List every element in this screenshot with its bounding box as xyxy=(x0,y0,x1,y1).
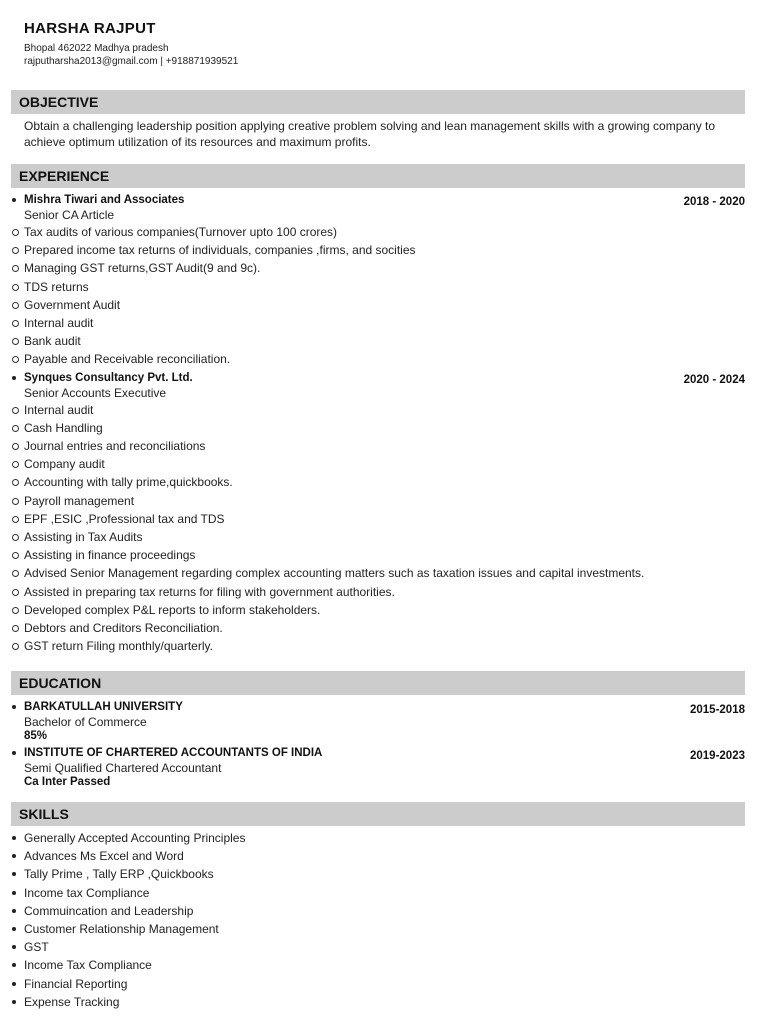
list-item: Bank audit xyxy=(24,332,745,350)
job-entry xyxy=(24,192,745,369)
list-item: Income Tax Compliance xyxy=(24,956,745,974)
education-institution: INSTITUTE OF CHARTERED ACCOUNTANTS OF INDIA xyxy=(24,745,745,761)
list-item: Financial Reporting xyxy=(24,975,745,993)
list-item: Expense Tracking xyxy=(24,993,745,1011)
skills-section xyxy=(24,829,745,1011)
list-item: Internal audit xyxy=(24,401,745,419)
list-item: EPF ,ESIC ,Professional tax and TDS xyxy=(24,510,745,528)
list-item: Advances Ms Excel and Word xyxy=(24,847,745,865)
list-item: TDS returns xyxy=(24,278,745,296)
list-item: Assisting in finance proceedings xyxy=(24,546,745,564)
list-item: Tax audits of various companies(Turnover upto 100 crores) xyxy=(24,223,745,241)
education-dates: 2019-2023 xyxy=(690,750,745,762)
address: Bhopal 462022 Madhya pradesh xyxy=(24,43,169,54)
job-company: Synques Consultancy Pvt. Ltd. xyxy=(24,370,745,386)
list-item: Cash Handling xyxy=(24,419,745,437)
job-dates: 2020 - 2024 xyxy=(683,373,745,386)
job-entry xyxy=(24,370,745,656)
list-item: Payroll management xyxy=(24,492,745,510)
list-item: Income tax Compliance xyxy=(24,884,745,902)
list-item: Assisting in Tax Audits xyxy=(24,528,745,546)
list-item: Payable and Receivable reconciliation. xyxy=(24,350,745,368)
list-item: Company audit xyxy=(24,455,745,473)
skills-list xyxy=(24,829,745,1011)
list-item: Internal audit xyxy=(24,314,745,332)
contact-info: rajputharsha2013@gmail.com | +918871939521 xyxy=(24,56,239,67)
job-company: Mishra Tiwari and Associates xyxy=(24,192,745,208)
education-dates: 2015-2018 xyxy=(690,704,745,716)
objective-heading: OBJECTIVE xyxy=(11,90,745,114)
list-item: Developed complex P&L reports to inform stakeholders. xyxy=(24,601,745,619)
education-entry xyxy=(24,699,745,743)
list-item: GST return Filing monthly/quarterly. xyxy=(24,637,745,655)
education-institution: BARKATULLAH UNIVERSITY xyxy=(24,699,745,715)
job-role: Senior CA Article xyxy=(24,208,115,222)
job-role: Senior Accounts Executive xyxy=(24,385,167,400)
education-section xyxy=(24,699,745,789)
list-item: Tally Prime , Tally ERP ,Quickbooks xyxy=(24,865,745,883)
list-item: Accounting with tally prime,quickbooks. xyxy=(24,473,745,491)
skills-heading: SKILLS xyxy=(11,802,745,826)
list-item: Government Audit xyxy=(24,296,745,314)
experience-section xyxy=(24,192,745,655)
education-entry xyxy=(24,745,745,789)
job-dates: 2018 - 2020 xyxy=(683,196,745,208)
list-item: GST xyxy=(24,938,745,956)
education-grade: 85% xyxy=(24,730,48,742)
candidate-name: HARSHA RAJPUT xyxy=(24,20,156,37)
list-item: Debtors and Creditors Reconciliation. xyxy=(24,619,745,637)
education-degree: Semi Qualified Chartered Accountant xyxy=(24,761,222,775)
education-degree: Bachelor of Commerce xyxy=(24,715,147,729)
education-heading: EDUCATION xyxy=(11,671,745,695)
list-item: Managing GST returns,GST Audit(9 and 9c). xyxy=(24,259,745,277)
list-item: Commuincation and Leadership xyxy=(24,902,745,920)
experience-heading: EXPERIENCE xyxy=(11,164,745,188)
list-item: Advised Senior Management regarding complex accounting matters such as taxation issues and capital investments. xyxy=(24,564,745,582)
list-item: Prepared income tax returns of individuals, companies ,firms, and socities xyxy=(24,241,745,259)
resume-header xyxy=(24,20,238,68)
job-duties-list xyxy=(24,223,745,369)
list-item: Journal entries and reconciliations xyxy=(24,437,745,455)
list-item: Assisted in preparing tax returns for filing with government authorities. xyxy=(24,583,745,601)
objective-text: Obtain a challenging leadership position applying creative problem solving and lean management skills with a growing company to achieve optimum utilization of its resources and maximum profits. xyxy=(24,119,716,149)
education-grade: Ca Inter Passed xyxy=(24,776,111,788)
list-item: Customer Relationship Management xyxy=(24,920,745,938)
list-item: Generally Accepted Accounting Principles xyxy=(24,829,745,847)
job-duties-list xyxy=(24,401,745,656)
